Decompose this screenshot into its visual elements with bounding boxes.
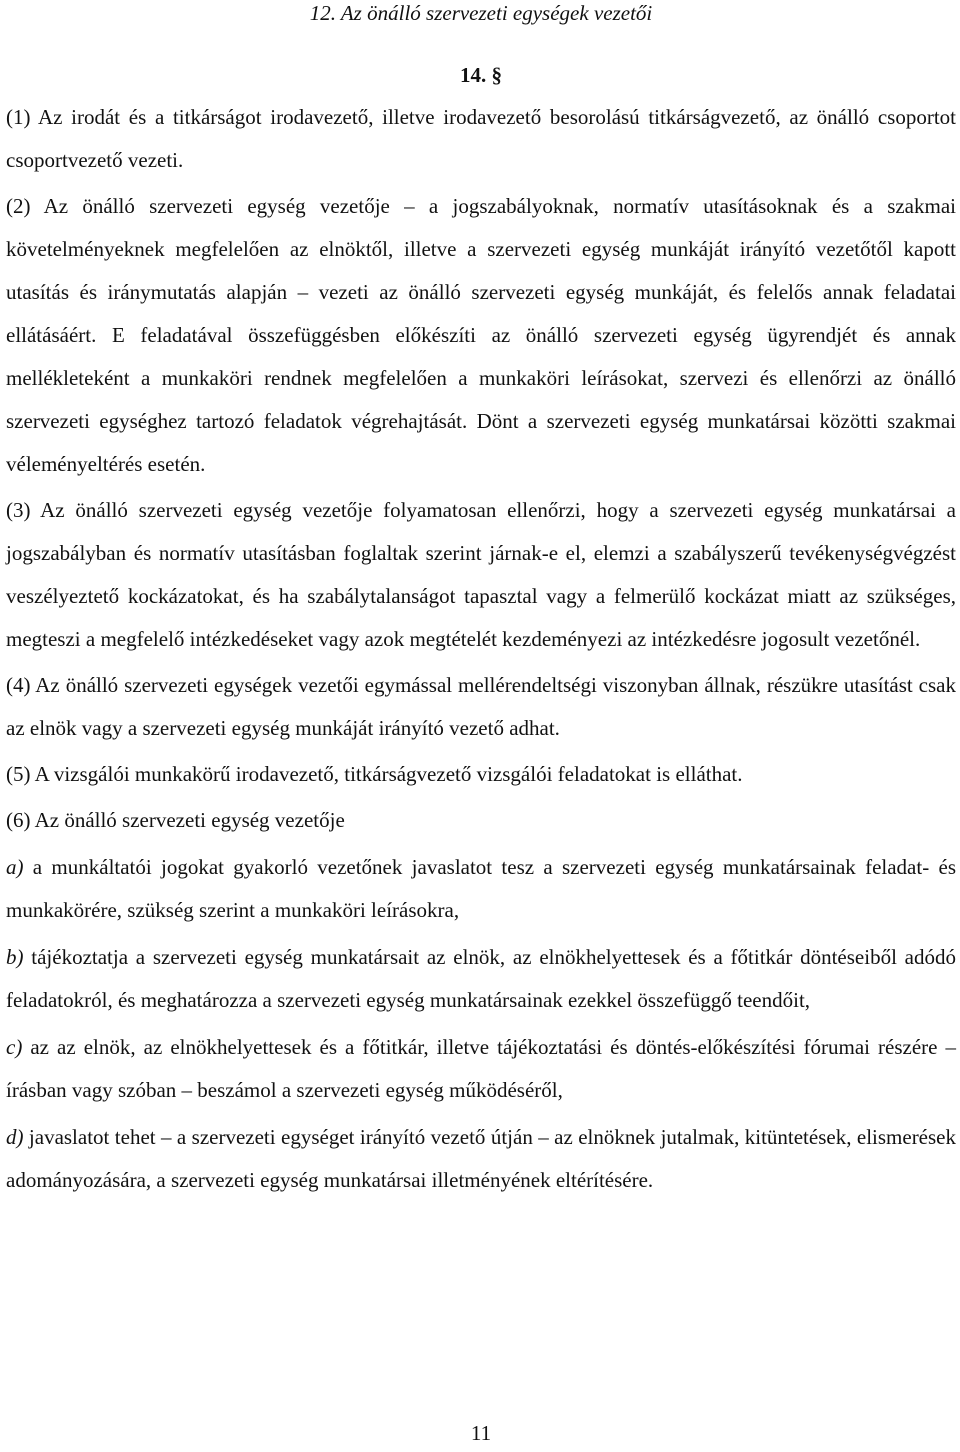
list-item-c-letter: c) (6, 1035, 23, 1059)
list-item-a (6, 846, 956, 932)
list-item-c-text: az az elnök, az elnökhelyettesek és a főtitkár, illetve tájékoztatási és döntés-előkészítési fórumai részére – írásban vagy szóban – beszámol a szervezeti egység működéséről, (6, 1035, 956, 1102)
list-item-d-text: javaslatot tehet – a szervezeti egységet irányító vezető útján – az elnöknek jutalmak, kitüntetések, elismerések adományozására, a szervezeti egység munkatársai illetményének eltérítésére. (6, 1125, 956, 1192)
list-item-c (6, 1026, 956, 1112)
list-item-d-letter: d) (6, 1125, 24, 1149)
list-item-a-text: a munkáltatói jogokat gyakorló vezetőnek javaslatot tesz a szervezeti egység munkatársainak feladat- és munkakörére, szükség szerint a munkaköri leírásokra, (6, 855, 956, 922)
document-page (6, 0, 956, 1452)
list-item-b (6, 936, 956, 1022)
section-number: 14. § (460, 63, 502, 87)
list-item-b-letter: b) (6, 945, 24, 969)
list-item-d (6, 1116, 956, 1202)
paragraph-6: (6) Az önálló szervezeti egység vezetője (6, 808, 345, 832)
list-item-b-text: tájékoztatja a szervezeti egység munkatársait az elnök, az elnökhelyettesek és a főtitkár döntéseiből adódó feladatokról, és meghatározza a szervezeti egység munkatársainak ezekkel összefüggő teendőit, (6, 945, 956, 1012)
list-item-a-letter: a) (6, 855, 24, 879)
paragraph-5: (5) A vizsgálói munkakörű irodavezető, titkárságvezető vizsgálói feladatokat is elláthat. (6, 762, 743, 786)
paragraph-1: (1) Az irodát és a titkárságot irodavezető, illetve irodavezető besorolású titkárságvezető, az önálló csoportot csoportvezető vezeti. (6, 105, 956, 172)
paragraph-2: (2) Az önálló szervezeti egység vezetője – a jogszabályoknak, normatív utasításoknak és a szakmai követelményeknek megfelelően az elnöktől, illetve a szervezeti egység munkáját irányító vezetőtől kapott utasítás és iránymutatás alapján – vezeti az önálló szervezeti egység munkáját, és felelős annak feladatai ellátásáért. E feladatával összefüggésben előkészíti az önálló szervezeti egység ügyrendjét és annak mellékleteként a munkaköri rendnek megfelelően a munkaköri leírásokat, szervezi és ellenőrzi az önálló szervezeti egységhez tartozó feladatok végrehajtását. Dönt a szervezeti egység munkatársai közötti szakmai véleményeltérés esetén. (6, 194, 956, 476)
paragraph-3: (3) Az önálló szervezeti egység vezetője folyamatosan ellenőrzi, hogy a szervezeti egység munkatársai a jogszabályban és normatív utasításban foglaltak szerint járnak-e el, elemzi a szabályszerű tevékenységvégzést veszélyeztető kockázatokat, és ha szabálytalanságot tapasztal vagy a felmerülő kockázat miatt az szükséges, megteszi a megfelelő intézkedéseket vagy azok megtételét kezdeményezi az intézkedésre jogosult vezetőnél. (6, 498, 956, 651)
chapter-title: 12. Az önálló szervezeti egységek vezetői (309, 1, 653, 25)
page-number: 11 (470, 1421, 492, 1445)
paragraph-4: (4) Az önálló szervezeti egységek vezetői egymással mellérendeltségi viszonyban állnak, részükre utasítást csak az elnök vagy a szervezeti egység munkáját irányító vezető adhat. (6, 673, 956, 740)
